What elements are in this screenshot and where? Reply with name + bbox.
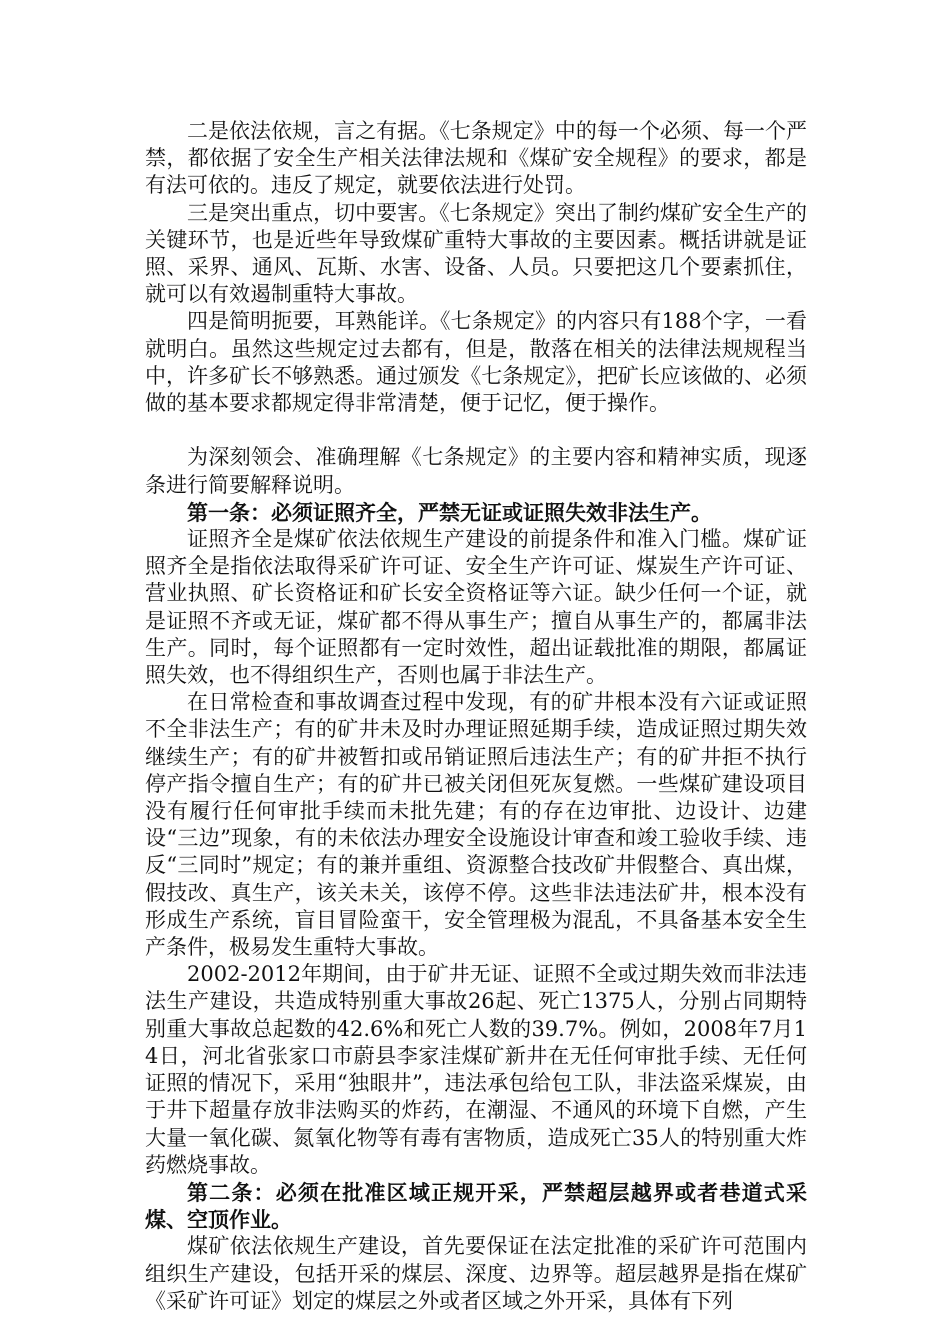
- paragraph-principle-four: 四是简明扼要，耳熟能详。《七条规定》的内容只有188个字，一看就明白。虽然这些规定过去都有，但是，散落在相关的法律法规规程当中，许多矿长不够熟悉。通过颁发《七条规定》，把矿长应该做的、必须做的基本要求都规定得非常清楚，便于记忆，便于操作。: [145, 309, 807, 416]
- paragraph-principle-three: 三是突出重点，切中要害。《七条规定》突出了制约煤矿安全生产的关键环节，也是近些年导致煤矿重特大事故的主要因素。概括讲就是证照、采界、通风、瓦斯、水害、设备、人员。只要把这几个要素抓住，就可以有效遏制重特大事故。: [145, 200, 807, 307]
- paragraph-principle-two: 二是依法依规，言之有据。《七条规定》中的每一个必须、每一个严禁，都依据了安全生产相关法律法规和《煤矿安全规程》的要求，都是有法可依的。违反了规定，就要依法进行处罚。: [145, 119, 807, 198]
- blank-line: [145, 417, 807, 444]
- document-page: [145, 118, 807, 1315]
- paragraph-article-two-definition: 煤矿依法依规生产建设，首先要保证在法定批准的采矿许可范围内组织生产建设，包括开采的煤层、深度、边界等。超层越界是指在煤矿《采矿许可证》划定的煤层之外或者区域之外开采，具体有下列: [145, 1234, 807, 1313]
- article-two-heading: 第二条：必须在批准区域正规开采，严禁超层越界或者巷道式采煤、空顶作业。: [145, 1179, 807, 1233]
- paragraph-intro: 为深刻领会、准确理解《七条规定》的主要内容和精神实质，现逐条进行简要解释说明。: [145, 445, 807, 497]
- paragraph-article-one-findings: 在日常检查和事故调查过程中发现，有的矿井根本没有六证或证照不全非法生产；有的矿井未及时办理证照延期手续，造成证照过期失效继续生产；有的矿井被暂扣或吊销证照后违法生产；有的矿井拒不执行停产指令擅自生产；有的矿井已被关闭但死灰复燃。一些煤矿建设项目没有履行任何审批手续而未批先建；有的存在边审批、边设计、边建设“三边”现象，有的未依法办理安全设施设计审查和竣工验收手续、违反“三同时”规定；有的兼并重组、资源整合技改矿井假整合、真出煤，假技改、真生产，该关未关，该停不停。这些非法违法矿井，根本没有形成生产系统，盲目冒险蛮干，安全管理极为混乱，不具备基本安全生产条件，极易发生重特大事故。: [145, 690, 807, 960]
- paragraph-article-one-definition: 证照齐全是煤矿依法依规生产建设的前提条件和准入门槛。煤矿证照齐全是指依法取得采矿许可证、安全生产许可证、煤炭生产许可证、营业执照、矿长资格证和矿长安全资格证等六证。缺少任何一个证，就是证照不齐或无证，煤矿都不得从事生产；擅自从事生产的，都属非法生产。同时，每个证照都有一定时效性，超出证载批准的期限，都属证照失效，也不得组织生产，否则也属于非法生产。: [145, 527, 807, 688]
- article-one-heading: 第一条：必须证照齐全，严禁无证或证照失效非法生产。: [187, 499, 712, 525]
- paragraph-article-one-statistics: 2002-2012年期间，由于矿井无证、证照不全或过期失效而非法违法生产建设，共造成特别重大事故26起、死亡1375人，分别占同期特别重大事故总起数的42.6%和死亡人数的39.7%。例如，2008年7月14日，河北省张家口市蔚县李家洼煤矿新井在无任何审批手续、无任何证照的情况下，采用“独眼井”，违法承包给包工队，非法盗采煤炭，由于井下超量存放非法购买的炸药，在潮湿、不通风的环境下自燃，产生大量一氧化碳、氮氧化物等有毒有害物质，造成死亡35人的特别重大炸药燃烧事故。: [145, 962, 807, 1177]
